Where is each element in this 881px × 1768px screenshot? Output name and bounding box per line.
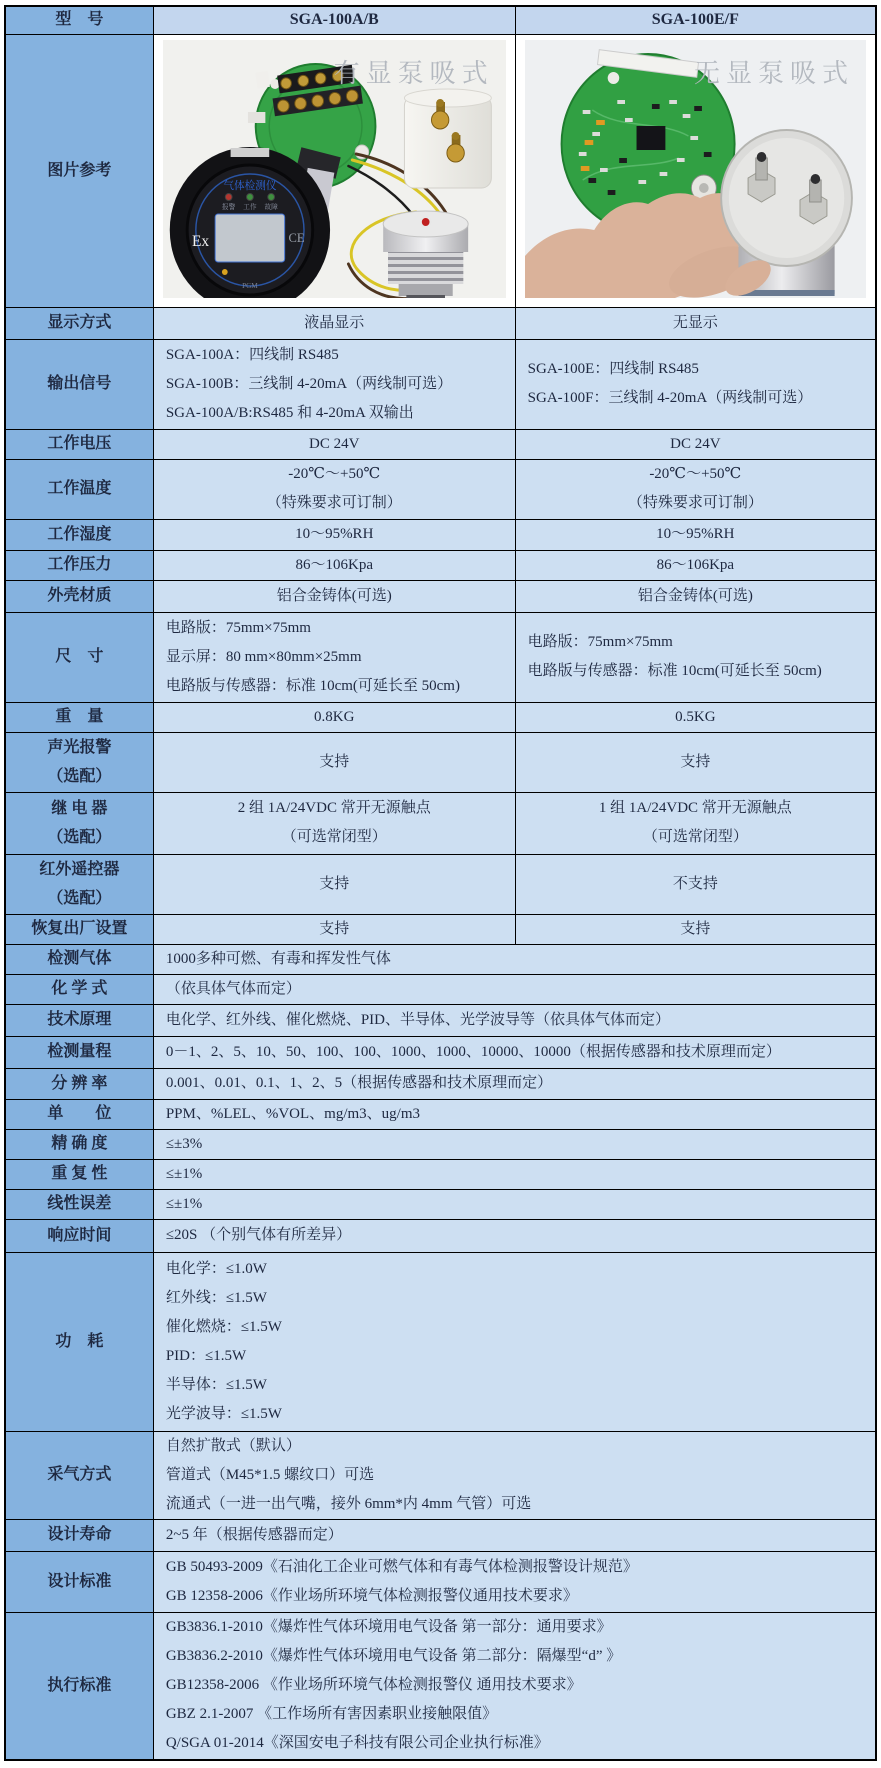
spec-row-principle — [5, 1004, 876, 1036]
pcb-chip — [636, 126, 665, 150]
spec-row-model — [5, 6, 876, 34]
spec-row-accuracy — [5, 1129, 876, 1159]
relay-a-line-1: 2 组 1A/24VDC 常开无源触点 — [237, 800, 431, 816]
spec-row-gas — [5, 944, 876, 974]
spec-row-temperature — [5, 459, 876, 519]
spec-row-factory-reset — [5, 914, 876, 944]
row-label-lifespan: 设计寿命 — [5, 1519, 153, 1551]
work-led-label: 工作 — [242, 203, 257, 211]
factory-reset-b-value: 支持 — [515, 914, 876, 944]
repeatability-value: ≤±1% — [153, 1159, 876, 1189]
dimensions-b-value — [515, 612, 876, 702]
spec-row-remote — [5, 854, 876, 914]
sampling-line-1: 自然扩散式（默认） — [165, 1437, 301, 1454]
spec-row-dimensions — [5, 612, 876, 702]
dimensions-b-line-2: 电路版与传感器：标准 10cm(可延长至 50cm) — [527, 663, 822, 679]
shell-a-value: 铝合金铸体(可选) — [153, 580, 515, 612]
row-label-sampling: 采气方式 — [5, 1431, 153, 1519]
weight-b-value: 0.5KG — [515, 702, 876, 732]
spec-row-range — [5, 1036, 876, 1068]
design-std-value — [153, 1551, 876, 1612]
dimensions-a-line-1: 电路版：75mm×75mm — [165, 619, 311, 636]
output-a-value — [153, 339, 515, 429]
ce-mark-text: CE — [288, 230, 305, 245]
output-a-line-3: SGA-100A/B:RS485 和 4-20mA 双输出 — [165, 404, 414, 421]
power-line-5: 半导体：≤1.5W — [165, 1376, 267, 1393]
exec-std-line-5: Q/SGA 01-2014《深国安电子科技有限公司企业执行标准》 — [165, 1735, 549, 1752]
spec-row-pressure — [5, 550, 876, 580]
sampling-line-2: 管道式（M45*1.5 螺纹口）可选 — [165, 1466, 375, 1483]
spec-row-weight — [5, 702, 876, 732]
model-a-header: SGA-100A/B — [153, 6, 515, 34]
photo-b-watermark: 无显泵吸式 — [693, 58, 854, 88]
relay-b-line-1: 1 组 1A/24VDC 常开无源触点 — [598, 800, 792, 816]
dimensions-a-line-3: 电路版与传感器：标准 10cm(可延长至 50cm) — [165, 677, 460, 694]
fault-led-label: 故障 — [264, 203, 278, 211]
temperature-b-value — [515, 459, 876, 519]
spec-row-humidity — [5, 519, 876, 550]
voltage-a-value: DC 24V — [153, 429, 515, 459]
relay-a-value — [153, 792, 515, 854]
spec-row-formula — [5, 974, 876, 1004]
spec-row-voltage — [5, 429, 876, 459]
power-value — [153, 1252, 876, 1431]
response-value: ≤20S （个别气体有所差异） — [153, 1219, 876, 1252]
row-label-exec-std: 执行标准 — [5, 1612, 153, 1760]
row-label-photos: 图片参考 — [5, 34, 153, 307]
alarm-label-line-1: 声光报警 — [47, 739, 112, 756]
photo-cell-a — [153, 34, 515, 307]
spec-row-relay — [5, 792, 876, 854]
power-line-2: 红外线：≤1.5W — [165, 1289, 267, 1306]
spec-row-alarm — [5, 732, 876, 792]
display-a-value: 液晶显示 — [153, 307, 515, 339]
output-a-line-2: SGA-100B：三线制 4-20mA（两线制可选） — [165, 375, 453, 392]
exec-std-line-1: GB3836.1-2010《爆炸性气体环境用电气设备 第一部分：通用要求》 — [165, 1619, 612, 1636]
remote-b-value: 不支持 — [515, 854, 876, 914]
principle-value: 电化学、红外线、催化燃烧、PID、半导体、光学波导等（依具体气体而定） — [153, 1004, 876, 1036]
row-label-factory-reset: 恢复出厂设置 — [5, 914, 153, 944]
row-label-power: 功 耗 — [5, 1252, 153, 1431]
exec-std-line-4: GBZ 2.1-2007 《工作场所有害因素职业接触限值》 — [165, 1706, 498, 1723]
temperature-a-value — [153, 459, 515, 519]
detector-brand-text: 气体检测仪 — [223, 179, 277, 192]
relay-label-line-2: （选配） — [47, 829, 112, 846]
row-label-linearity: 线性误差 — [5, 1189, 153, 1219]
gas-value: 1000多种可燃、有毒和挥发性气体 — [153, 944, 876, 974]
temperature-a-line-1: -20℃～+50℃ — [288, 466, 381, 482]
row-label-model: 型 号 — [5, 6, 153, 34]
voltage-b-value: DC 24V — [515, 429, 876, 459]
relay-b-value — [515, 792, 876, 854]
formula-value: （依具体气体而定） — [153, 974, 876, 1004]
spec-row-repeatability — [5, 1159, 876, 1189]
row-label-pressure: 工作压力 — [5, 550, 153, 580]
unit-value: PPM、%LEL、%VOL、mg/m3、ug/m3 — [153, 1099, 876, 1129]
detector-top-label — [230, 148, 269, 157]
output-b-value — [515, 339, 876, 429]
row-label-resolution: 分 辨 率 — [5, 1068, 153, 1099]
row-label-unit: 单 位 — [5, 1099, 153, 1129]
temperature-a-line-2: （特殊要求可订制） — [266, 495, 402, 511]
design-std-line-2: GB 12358-2006《作业场所环境气体检测报警仪通用技术要求》 — [165, 1587, 578, 1604]
output-b-line-1: SGA-100E：四线制 RS485 — [527, 361, 699, 377]
spec-row-unit — [5, 1099, 876, 1129]
alarm-b-value: 支持 — [515, 732, 876, 792]
row-label-shell: 外壳材质 — [5, 580, 153, 612]
exec-std-line-3: GB12358-2006 《作业场所环境气体检测报警仪 通用技术要求》 — [165, 1677, 582, 1694]
spec-row-linearity — [5, 1189, 876, 1219]
output-a-line-1: SGA-100A：四线制 RS485 — [165, 346, 339, 363]
remote-label-line-2: （选配） — [47, 890, 112, 907]
row-label-response: 响应时间 — [5, 1219, 153, 1252]
spec-row-output-signal — [5, 339, 876, 429]
row-label-voltage: 工作电压 — [5, 429, 153, 459]
humidity-a-value: 10～95%RH — [153, 519, 515, 550]
power-line-1: 电化学：≤1.0W — [165, 1260, 267, 1277]
spec-table — [4, 5, 877, 1761]
spec-row-design-std — [5, 1551, 876, 1612]
accuracy-value: ≤±3% — [153, 1129, 876, 1159]
spec-row-photos — [5, 34, 876, 307]
product-photo-b — [525, 40, 866, 298]
power-line-4: PID：≤1.5W — [165, 1347, 247, 1364]
pressure-b-value: 86～106Kpa — [515, 550, 876, 580]
row-label-repeatability: 重 复 性 — [5, 1159, 153, 1189]
row-label-accuracy: 精 确 度 — [5, 1129, 153, 1159]
product-photo-a — [163, 40, 506, 298]
row-label-relay — [5, 792, 153, 854]
weight-a-value: 0.8KG — [153, 702, 515, 732]
spec-row-power — [5, 1252, 876, 1431]
power-line-3: 催化燃烧：≤1.5W — [165, 1318, 282, 1335]
spec-row-display — [5, 307, 876, 339]
range-value: 0－1、2、5、10、50、100、100、1000、1000、10000、10000（根据传感器和技术原理而定） — [153, 1036, 876, 1068]
relay-a-line-2: （可选常闭型） — [281, 829, 387, 845]
row-label-dimensions: 尺 寸 — [5, 612, 153, 702]
lifespan-value: 2~5 年（根据传感器而定） — [153, 1519, 876, 1551]
display-b-value: 无显示 — [515, 307, 876, 339]
alarm-led — [225, 193, 232, 200]
row-label-design-std: 设计标准 — [5, 1551, 153, 1612]
fault-led — [268, 193, 275, 200]
spec-row-sampling — [5, 1431, 876, 1519]
spec-row-exec-std — [5, 1612, 876, 1760]
row-label-temperature: 工作温度 — [5, 459, 153, 519]
spec-row-shell — [5, 580, 876, 612]
power-line-6: 光学波导：≤1.5W — [165, 1405, 282, 1422]
spec-row-lifespan — [5, 1519, 876, 1551]
row-label-alarm — [5, 732, 153, 792]
design-std-line-1: GB 50493-2009《石油化工企业可燃气体和有毒气体检测报警设计规范》 — [165, 1558, 638, 1575]
factory-reset-a-value: 支持 — [153, 914, 515, 944]
probe-red-dot — [421, 217, 431, 227]
row-label-display: 显示方式 — [5, 307, 153, 339]
row-label-output: 输出信号 — [5, 339, 153, 429]
remote-label-line-1: 红外遥控器 — [39, 861, 120, 878]
row-label-formula: 化 学 式 — [5, 974, 153, 1004]
temperature-b-line-2: （特殊要求可订制） — [627, 495, 763, 511]
temperature-b-line-1: -20℃～+50℃ — [649, 466, 742, 482]
relay-b-line-2: （可选常闭型） — [642, 829, 748, 845]
work-led — [246, 193, 253, 200]
spec-row-resolution — [5, 1068, 876, 1099]
photo-a-watermark: 有显泵吸式 — [333, 58, 494, 88]
row-label-gas: 检测气体 — [5, 944, 153, 974]
row-label-range: 检测量程 — [5, 1036, 153, 1068]
pressure-a-value: 86～106Kpa — [153, 550, 515, 580]
model-b-header: SGA-100E/F — [515, 6, 876, 34]
dimensions-a-value — [153, 612, 515, 702]
dimensions-b-line-1: 电路版：75mm×75mm — [527, 634, 673, 650]
sampling-line-3: 流通式（一进一出气嘴，接外 6mm*内 4mm 气管）可选 — [165, 1495, 532, 1512]
linearity-value: ≤±1% — [153, 1189, 876, 1219]
output-b-line-2: SGA-100F：三线制 4-20mA（两线制可选） — [527, 390, 813, 406]
photo-cell-b — [515, 34, 876, 307]
row-label-weight: 重 量 — [5, 702, 153, 732]
remote-a-value: 支持 — [153, 854, 515, 914]
shell-b-value: 铝合金铸体(可选) — [515, 580, 876, 612]
dimensions-a-line-2: 显示屏：80 mm×80mm×25mm — [165, 648, 362, 665]
resolution-value: 0.001、0.01、0.1、1、2、5（根据传感器和技术原理而定） — [153, 1068, 876, 1099]
lcd-screen — [215, 214, 285, 262]
row-label-remote — [5, 854, 153, 914]
alarm-led-label: 报警 — [221, 203, 236, 211]
row-label-principle: 技术原理 — [5, 1004, 153, 1036]
row-label-humidity: 工作湿度 — [5, 519, 153, 550]
humidity-b-value: 10～95%RH — [515, 519, 876, 550]
sensor-canister — [404, 89, 491, 188]
exec-std-line-2: GB3836.2-2010《爆炸性气体环境用电气设备 第二部分：隔爆型“d” 》 — [165, 1648, 622, 1665]
relay-label-line-1: 继 电 器 — [51, 800, 108, 817]
alarm-label-line-2: （选配） — [47, 768, 112, 785]
exec-std-value — [153, 1612, 876, 1760]
spec-row-response — [5, 1219, 876, 1252]
sampling-value — [153, 1431, 876, 1519]
ex-mark-text: Ex — [191, 232, 209, 250]
alarm-a-value: 支持 — [153, 732, 515, 792]
pgm-button-label: PGM — [241, 280, 258, 290]
